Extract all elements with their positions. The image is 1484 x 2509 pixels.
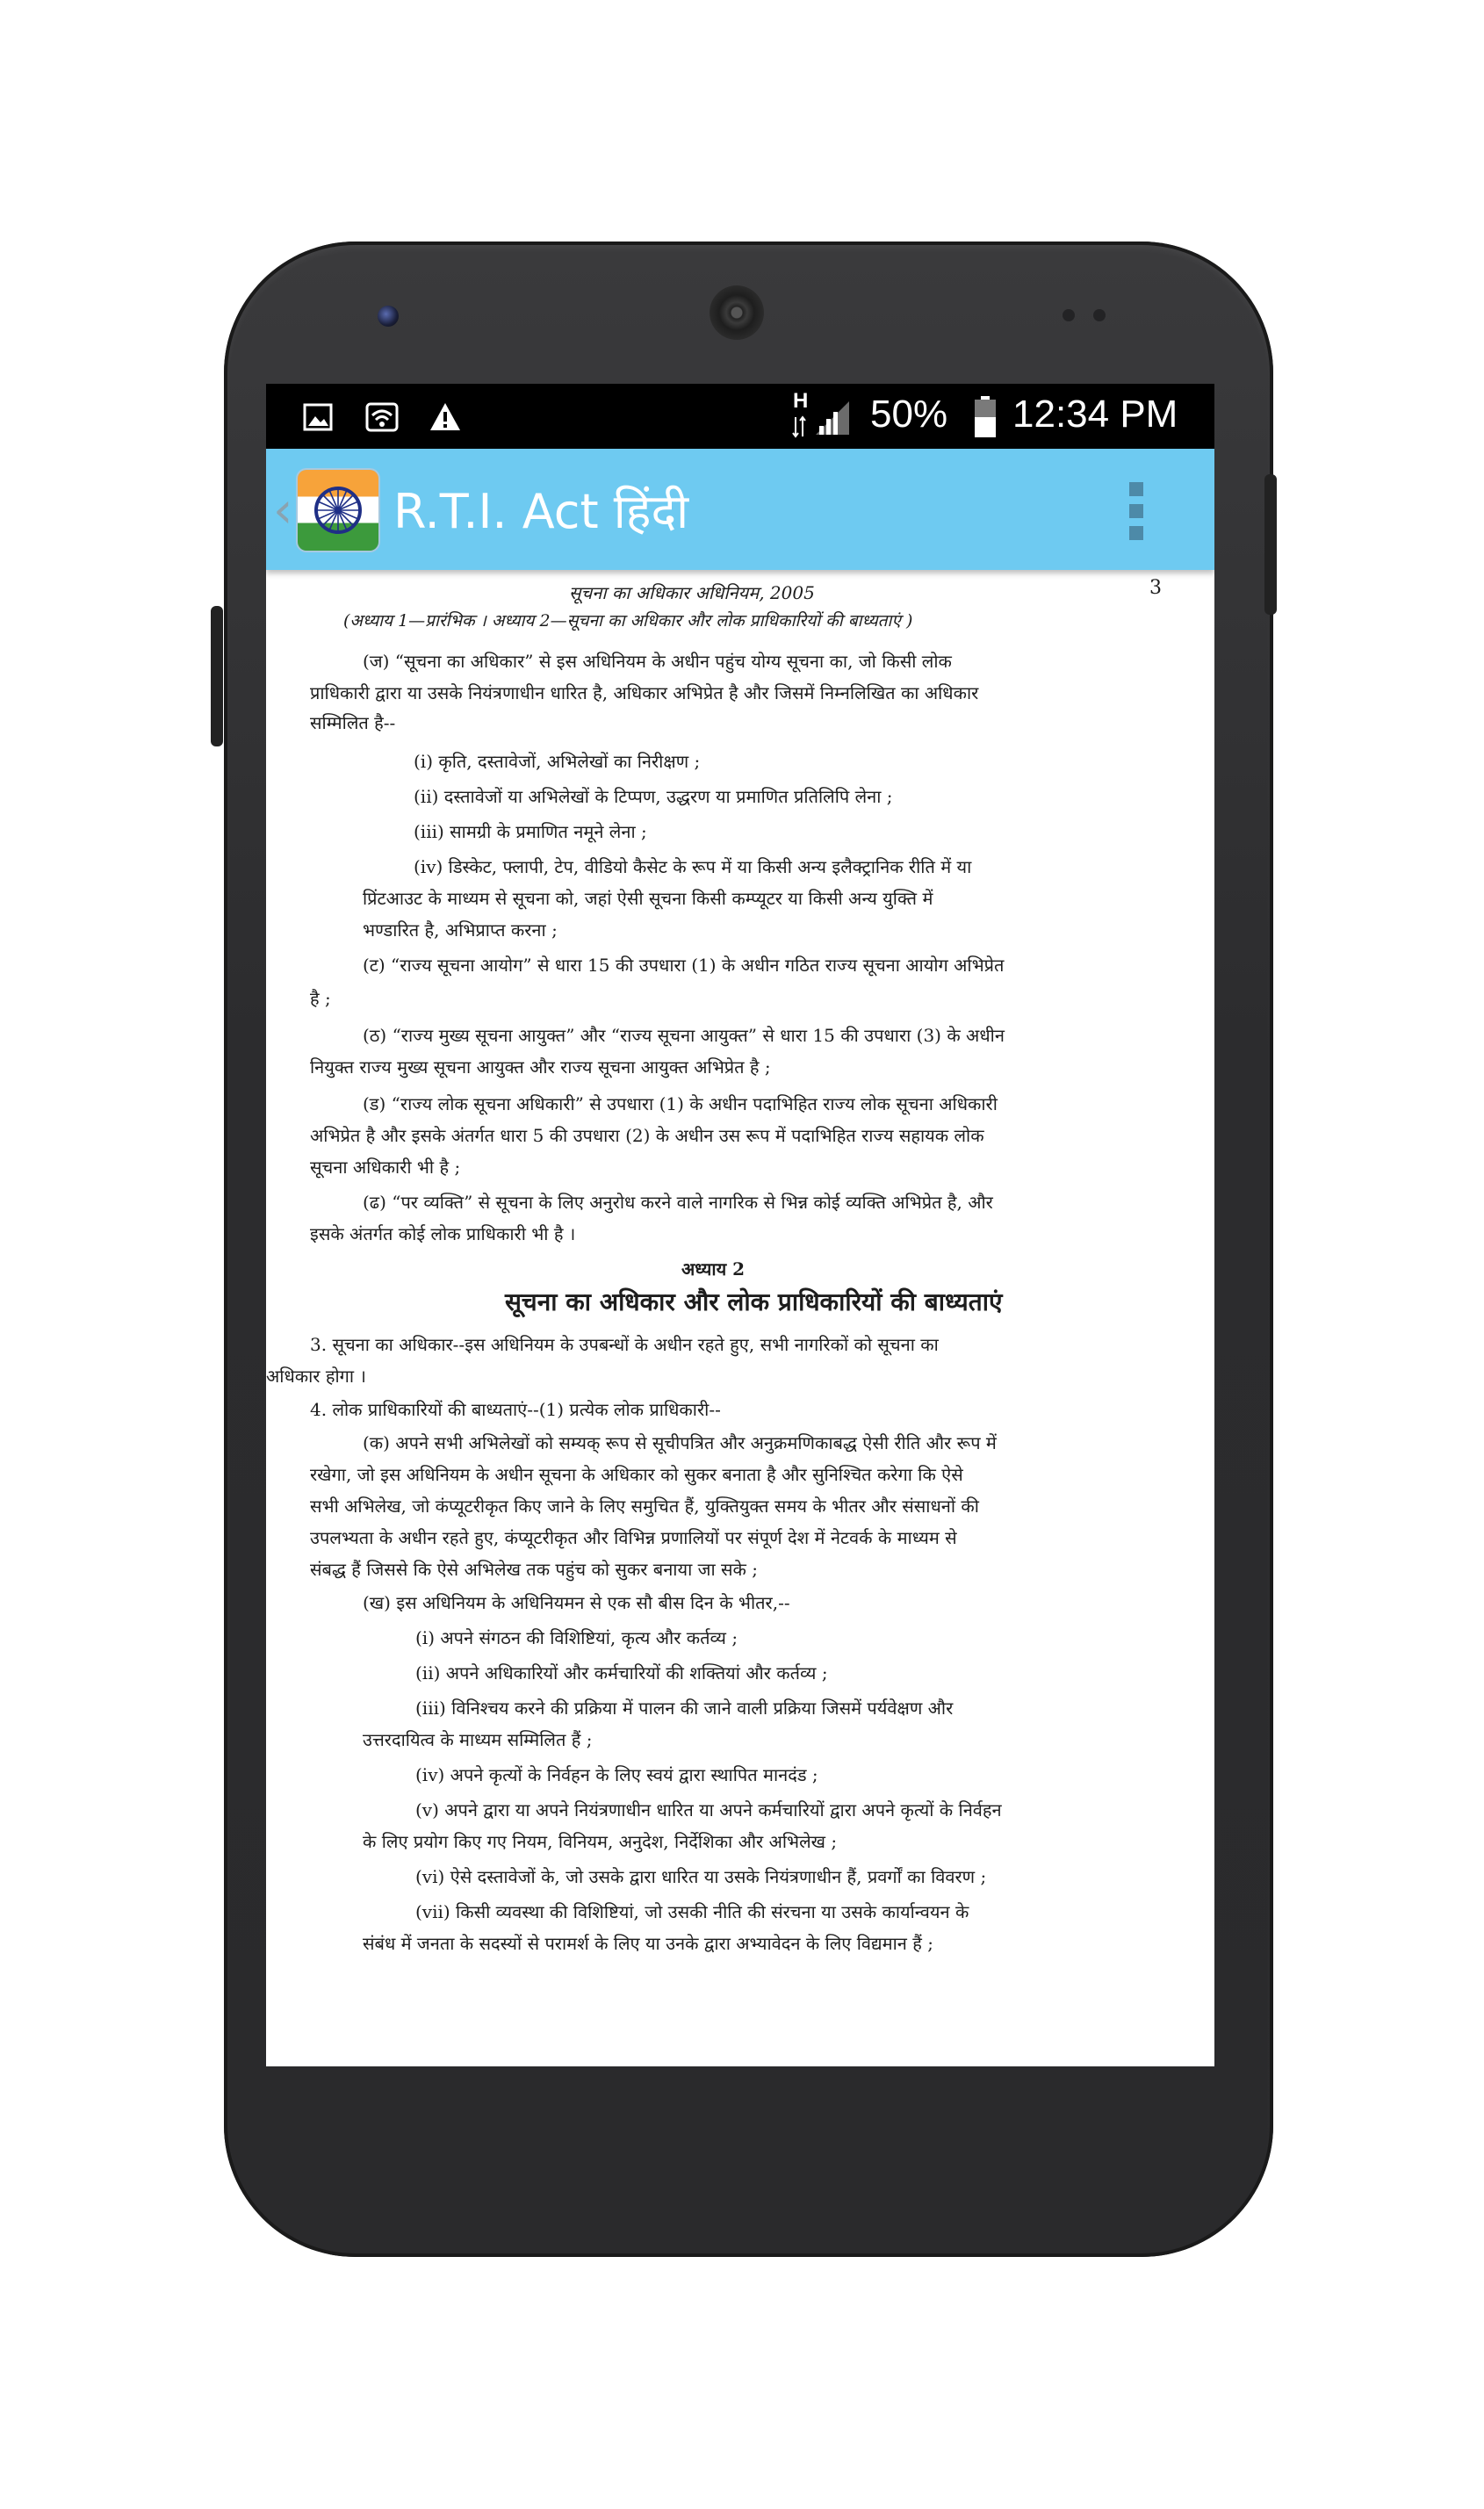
doc-line: (ढ) “पर व्यक्ति” से सूचना के लिए अनुरोध करने वाले नागरिक से भिन्न कोई व्यक्ति अभिप्रेत है, और [363, 1192, 993, 1213]
status-bar [266, 384, 1214, 449]
doc-line: (ii) दस्तावेजों या अभिलेखों के टिप्पण, उद्धरण या प्रमाणित प्रतिलिपि लेना ; [414, 786, 893, 807]
volume-button [211, 606, 223, 746]
doc-line: इसके अंतर्गत कोई लोक प्राधिकारी भी है । [310, 1223, 576, 1244]
doc-line: (क) अपने सभी अभिलेखों को सम्यक् रूप से सूचीपत्रित और अनुक्रमणिकाबद्ध ऐसी रीति और रूप में [363, 1432, 997, 1453]
light-sensor [1093, 309, 1106, 321]
doc-line: (ड) “राज्य लोक सूचना अधिकारी” से उपधारा (1) के अधीन पदाभिहित राज्य लोक सूचना अधिकारी [363, 1093, 998, 1114]
doc-line: (i) अपने संगठन की विशिष्टियां, कृत्य और कर्तव्य ; [415, 1627, 738, 1648]
doc-line: (ख) इस अधिनियम के अधिनियमन से एक सौ बीस दिन के भीतर,-- [363, 1592, 790, 1613]
app-bar [266, 449, 1214, 570]
doc-line: सूचना अधिकारी भी है ; [310, 1157, 461, 1178]
doc-line: संबंध में जनता के सदस्यों से परामर्श के लिए या उनके द्वारा अभ्यावेदन के लिए विद्यमान हैं ; [363, 1933, 933, 1954]
wifi-signal-icon [364, 400, 400, 435]
battery-percent: 50% [870, 393, 948, 436]
chapter-label: अध्याय 2 [681, 1258, 746, 1280]
doc-line: प्राधिकारी द्वारा या उसके नियंत्रणाधीन धारित है, अधिकार अभिप्रेत है और जिसमें निम्नलिखित का अधिकार [310, 682, 979, 703]
doc-line: (iv) अपने कृत्यों के निर्वहन के लिए स्वयं द्वारा स्थापित मानदंड ; [415, 1764, 818, 1785]
doc-line: संबद्ध हैं जिससे कि ऐसे अभिलेख तक पहुंच को सुकर बनाया जा सके ; [310, 1559, 758, 1580]
hplus-icon [791, 415, 807, 438]
cell-signal-icon [812, 398, 851, 436]
document-page [266, 570, 1214, 2066]
doc-line: प्रिंटआउट के माध्यम से सूचना को, जहां ऐसी सूचना किसी कम्प्यूटर या किसी अन्य युक्ति में [363, 888, 933, 909]
doc-line: के लिए प्रयोग किए गए नियम, विनियम, अनुदेश, निर्देशिका और अभिलेख ; [363, 1831, 838, 1852]
network-type: H [793, 389, 809, 413]
chapter-title: सूचना का अधिकार और लोक प्राधिकारियों की बाध्यताएं [505, 1287, 1003, 1316]
doc-line: उपलभ्यता के अधीन रहते हुए, कंप्यूटरीकृत और विभिन्न प्रणालियों पर संपूर्ण देश में नेटवर्क के माध्यम से [310, 1527, 957, 1548]
doc-line: (ii) अपने अधिकारियों और कर्मचारियों की शक्तियां और कर्तव्य ; [415, 1662, 828, 1683]
phone-screen [266, 384, 1214, 2066]
doc-line: सभी अभिलेख, जो कंप्यूटरीकृत किए जाने के लिए समुचित हैं, युक्तियुक्त समय के भीतर और संसाधनों की [310, 1496, 979, 1517]
doc-line: 4. लोक प्राधिकारियों की बाध्यताएं--(1) प्रत्येक लोक प्राधिकारी-- [310, 1399, 721, 1420]
doc-line: सम्मिलित है-- [310, 712, 396, 733]
warning-icon [428, 400, 463, 435]
front-camera [378, 306, 399, 327]
back-chevron-icon[interactable]: ‹ [273, 482, 293, 539]
doc-line: (vii) किसी व्यवस्था की विशिष्टियां, जो उसकी नीति की संरचना या उसके कार्यान्वयन के [415, 1901, 969, 1922]
battery-icon [974, 396, 997, 438]
doc-line: अधिकार होगा । [266, 1366, 367, 1387]
doc-line: है ; [310, 988, 331, 1009]
india-chakra-icon[interactable] [298, 470, 378, 551]
doc-line: (i) कृति, दस्तावेजों, अभिलेखों का निरीक्षण ; [414, 751, 701, 772]
doc-line: नियुक्त राज्य मुख्य सूचना आयुक्त और राज्य सूचना आयुक्त अभिप्रेत है ; [310, 1056, 771, 1078]
clock: 12:34 PM [1012, 393, 1178, 436]
doc-line: (ज) “सूचना का अधिकार” से इस अधिनियम के अधीन पहुंच योग्य सूचना का, जो किसी लोक [363, 651, 952, 672]
proximity-sensor [1063, 309, 1075, 321]
doc-line: (ट) “राज्य सूचना आयोग” से धारा 15 की उपधारा (1) के अधीन गठित राज्य सूचना आयोग अभिप्रेत [363, 955, 1005, 976]
doc-header: सूचना का अधिकार अधिनियम, 2005 [569, 582, 815, 603]
doc-line: रखेगा, जो इस अधिनियम के अधीन सूचना के अधिकार को सुकर बनाता है और सुनिश्चित करेगा कि ऐसे [310, 1464, 963, 1485]
doc-line: (iv) डिस्केट, फ्लापी, टेप, वीडियो कैसेट के रूप में या किसी अन्य इलैक्ट्रानिक रीति में या [414, 856, 972, 877]
doc-line: अभिप्रेत है और इसके अंतर्गत धारा 5 की उपधारा (2) के अधीन उस रूप में पदाभिहित राज्य सहायक लोक [310, 1125, 984, 1146]
power-button [1264, 474, 1277, 615]
overflow-menu-icon[interactable] [1129, 482, 1147, 540]
doc-line: (iii) सामग्री के प्रमाणित नमूने लेना ; [414, 821, 647, 842]
image-icon [301, 400, 336, 435]
doc-line: (vi) ऐसे दस्तावेजों के, जो उसके द्वारा धारित या उसके नियंत्रणाधीन हैं, प्रवर्गों का विवरण ; [415, 1866, 987, 1887]
doc-line: (v) अपने द्वारा या अपने नियंत्रणाधीन धारित या अपने कर्मचारियों द्वारा अपने कृत्यों के निर्वहन [415, 1799, 1002, 1820]
app-title: R.T.I. Act हिंदी [393, 484, 689, 539]
chakra-wheel-icon [313, 486, 363, 535]
doc-line: (iii) विनिश्चय करने की प्रक्रिया में पालन की जाने वाली प्रक्रिया जिसमें पर्यवेक्षण और [415, 1698, 954, 1719]
doc-subheader: (अध्याय 1—प्रारंभिक । अध्याय 2—सूचना का अधिकार और लोक प्राधिकारियों की बाध्यताएं ) [343, 611, 913, 631]
page-number: 3 [1149, 577, 1162, 599]
doc-line: (ठ) “राज्य मुख्य सूचना आयुक्त” और “राज्य सूचना आयुक्त” से धारा 15 की उपधारा (3) के अधीन [363, 1025, 1005, 1046]
earpiece-speaker [710, 285, 764, 340]
doc-line: भण्डारित है, अभिप्राप्त करना ; [363, 919, 558, 941]
doc-line: 3. सूचना का अधिकार--इस अधिनियम के उपबन्धों के अधीन रहते हुए, सभी नागरिकों को सूचना का [310, 1334, 939, 1355]
doc-line: उत्तरदायित्व के माध्यम सम्मिलित हैं ; [363, 1729, 593, 1750]
